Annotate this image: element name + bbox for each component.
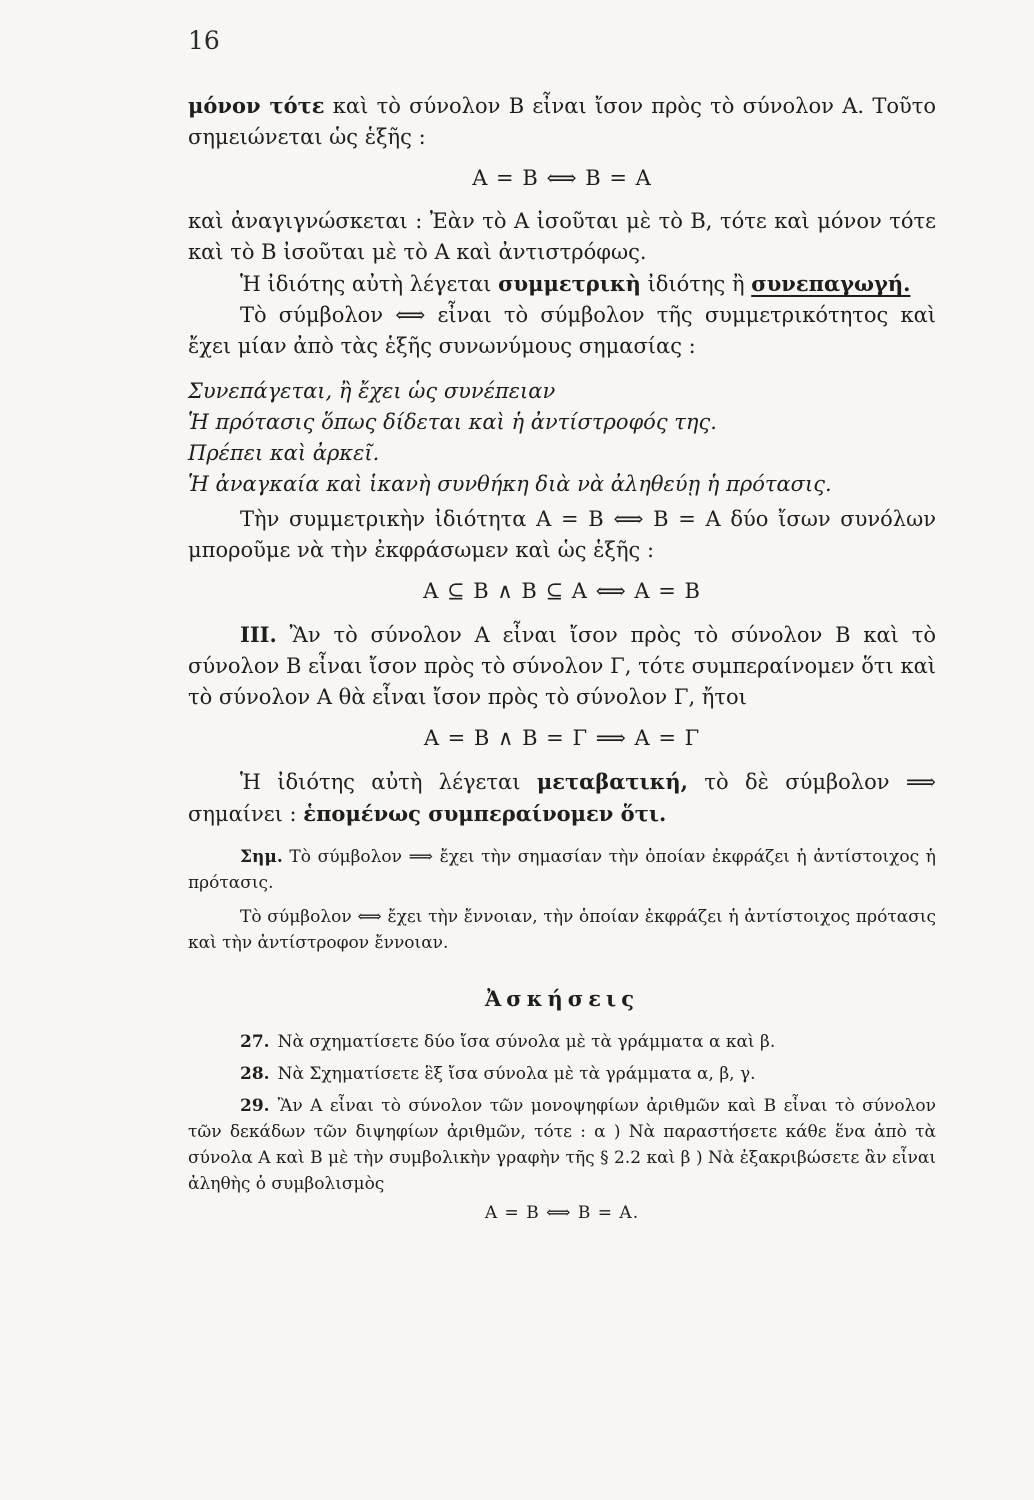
exercise-formula: Α = Β ⟺ Β = Α. xyxy=(484,1203,640,1223)
meaning-item: Ἡ ἀναγκαία καὶ ἱκανὴ συνθήκη διὰ νὰ ἀληθεύῃ ἡ πρότασις. xyxy=(188,472,832,496)
paragraph-text: Ἂν τὸ σύνολον Α εἶναι ἴσον πρὸς τὸ σύνολον Β καὶ τὸ σύνολον Β εἶναι ἴσον πρὸς τὸ σύνολον Γ, τότε συμπεραίνομεν ὅτι καὶ τὸ σύνολον Α θὰ εἶναι ἴσον πρὸς τὸ σύνολον Γ, ἤτοι xyxy=(188,623,936,709)
exercise-number: 29. xyxy=(240,1096,270,1116)
paragraph-transitive xyxy=(188,619,936,713)
exercise-text: Νὰ Σχηματίσετε ἓξ ἴσα σύνολα μὲ τὰ γράμματα α, β, γ. xyxy=(277,1064,756,1084)
paragraph-equal-sets: Τὴν συμμετρικὴν ἰδιότητα Α = Β ⟺ Β = Α δύο ἴσων συνόλων μποροῦμε νὰ τὴν ἐκφράσωμεν καὶ ὡς ἑξῆς : xyxy=(188,507,936,562)
paragraph-symmetric-property xyxy=(188,268,936,300)
paragraph-text: ἰδιότης ἢ xyxy=(640,272,752,296)
note-iff: Τὸ σύμβολον ⟺ ἔχει τὴν ἔννοιαν, τὴν ὁποίαν ἐκφράζει ἡ ἀντίστοιχος πρότασις καὶ τὴν ἀντίστροφον ἔννοιαν. xyxy=(188,907,936,953)
exercises-heading: Ἀσκήσεις xyxy=(485,986,639,1011)
paragraph-only-then xyxy=(188,90,936,153)
term-implication: συνεπαγωγή. xyxy=(751,271,911,296)
formula-symmetric: Α = Β ⟺ Β = Α xyxy=(472,166,652,190)
paragraph-read-as: καὶ ἀναγιγνώσκεται : Ἐὰν τὸ Α ἰσοῦται μὲ τὸ Β, τότε καὶ μόνον τότε καὶ τὸ Β ἰσοῦται μὲ τὸ Α καὶ ἀντιστρόφως. xyxy=(188,209,936,264)
meaning-item: Ἡ πρότασις ὅπως δίδεται καὶ ἡ ἀντίστροφός της. xyxy=(188,410,717,434)
paragraph-text: Ἡ ἰδιότης αὐτὴ λέγεται xyxy=(240,770,537,794)
note-implies xyxy=(188,844,936,896)
page-body xyxy=(188,90,936,1223)
paragraph-transitive-property xyxy=(188,766,936,830)
exercise-item xyxy=(188,1029,936,1055)
formula-transitive: Α = Β ∧ Β = Γ ⟹ Α = Γ xyxy=(423,726,701,750)
exercise-text: Νὰ σχηματίσετε δύο ἴσα σύνολα μὲ τὰ γράμματα α καὶ β. xyxy=(277,1032,776,1052)
exercise-number: 28. xyxy=(240,1064,270,1084)
exercise-item xyxy=(188,1061,936,1087)
meaning-item: Πρέπει καὶ ἀρκεῖ. xyxy=(188,441,380,465)
exercise-text: Ἂν Α εἶναι τὸ σύνολον τῶν μονοψηφίων ἀριθμῶν καὶ Β εἶναι τὸ σύνολον τῶν δεκάδων τῶν διψηφίων ἀριθμῶν, τότε : α ) Νὰ παραστήσετε κάθε ἕνα ἀπὸ τὰ σύνολα Α καὶ Β μὲ τὴν συμβολικὴν γραφὴν τῆς § 2.2 καὶ β ) Νὰ ἐξακριβώσετε ἂν εἶναι ἀληθὴς ὁ συμβολισμὸς xyxy=(188,1096,936,1194)
term-symmetric: συμμετρικὴ xyxy=(498,271,641,296)
paragraph-text: τὸ δὲ σύμβολον ⟹ σημαίνει : xyxy=(188,770,936,826)
note-text: Τὸ σύμβολον ⟹ ἔχει τὴν σημασίαν τὴν ὁποίαν ἐκφράζει ἡ ἀντίστοιχος ἡ πρότασις. xyxy=(188,847,936,893)
paragraph-text: Ἡ ἰδιότης αὐτὴ λέγεται xyxy=(240,272,499,296)
exercise-item xyxy=(188,1093,936,1197)
meaning-item: Συνεπάγεται, ἢ ἔχει ὡς συνέπειαν xyxy=(188,379,556,403)
exercise-number: 27. xyxy=(240,1032,270,1052)
paragraph-text: καὶ τὸ σύνολον Β εἶναι ἴσον πρὸς τὸ σύνολον Α. Τοῦτο σημειώνεται ὡς ἑξῆς : xyxy=(188,94,936,149)
meanings-list xyxy=(188,376,936,500)
page-number: 16 xyxy=(188,26,220,55)
term-therefore: ἑπομένως συμπεραίνομεν ὅτι. xyxy=(303,801,667,826)
term-transitive: μεταβατική, xyxy=(536,769,688,794)
paragraph-symbol-meaning: Τὸ σύμβολον ⟺ εἶναι τὸ σύμβολον τῆς συμμετρικότητος καὶ ἔχει μίαν ἀπὸ τὰς ἑξῆς συνωνύμους σημασίας : xyxy=(188,303,936,358)
formula-subset: Α ⊆ Β ∧ Β ⊆ Α ⟺ Α = Β xyxy=(423,579,701,603)
bold-phrase-only-then: μόνον τότε xyxy=(188,93,325,118)
section-number: III. xyxy=(240,622,277,647)
note-label: Σημ. xyxy=(240,847,283,867)
